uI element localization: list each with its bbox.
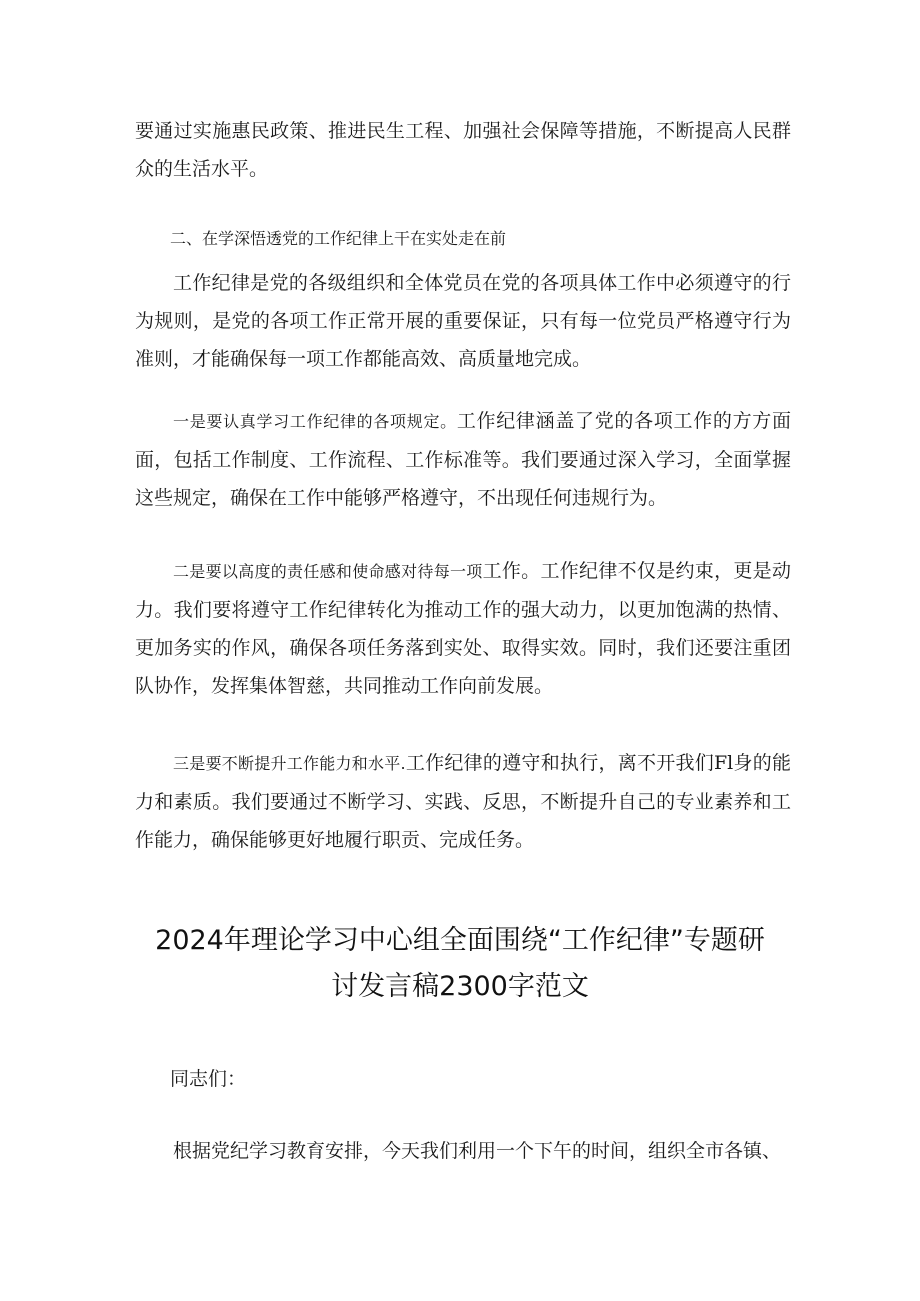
paragraph-item-3 [135, 744, 791, 859]
title-line-1: 2024年理论学习中心组全面围绕“工作纪律”专题研 [155, 925, 765, 956]
greeting: 同志们： [170, 1068, 247, 1090]
item-1-lead: 一是要认真学习工作纪律的各项规定。 [173, 412, 457, 431]
title-line-2: 讨发言稿2300字范文 [331, 971, 589, 1002]
paragraph-continuation: 要通过实施惠民政策、推进民生工程、加强社会保障等措施，不断提高人民群众的生活水平。 [135, 120, 791, 180]
item-3-lead: 三是要不断提升工作能力和水平. [173, 754, 406, 773]
item-2-lead: 二是要以高度的责任感和使命感对待每一项 [173, 562, 483, 581]
document-title [110, 918, 810, 1010]
item-1-body: 工作纪律涵盖了党的各项工作的方方面面，包括工作制度、工作流程、工作标准等。我们要通过深入学习，全面掌握这些规定，确保在工作中能够严格遵守，不出现任何违规行为。 [135, 410, 791, 509]
paragraph-item-1 [135, 402, 791, 517]
item-2-body: 工作。工作纪律不仅是约束，更是动力。我们要将遵守工作纪律转化为推动工作的强大动力，以更加饱满的热情、更加务实的作风，确保各项任务落到实处、取得实效。同时，我们还要注重团队协作，发挥集体智慈，共同推动工作向前发展。 [135, 560, 791, 697]
paragraph-intro: 工作纪律是党的各级组织和全体党员在党的各项具体工作中必须遵守的行为规则，是党的各项工作正常开展的重要保证，只有每一位党员严格遵守行为准则，才能确保每一项工作都能高效、高质量地完成。 [135, 272, 791, 370]
item-3-body: 工作纪律的遵守和执行，离不开我们Fl身的能力和素质。我们要通过不断学习、实践、反思，不断提升自己的专业素养和工作能力，确保能够更好地履行职贡、完成任务。 [135, 752, 791, 851]
paragraph-last: 根据党纪学习教育安排，今天我们利用一个下午的时间，组织全市各镇、 [173, 1140, 782, 1162]
paragraph-item-2 [135, 552, 791, 705]
section-heading: 二、在学深悟透党的工作纪律上干在实处走在前 [170, 229, 507, 248]
